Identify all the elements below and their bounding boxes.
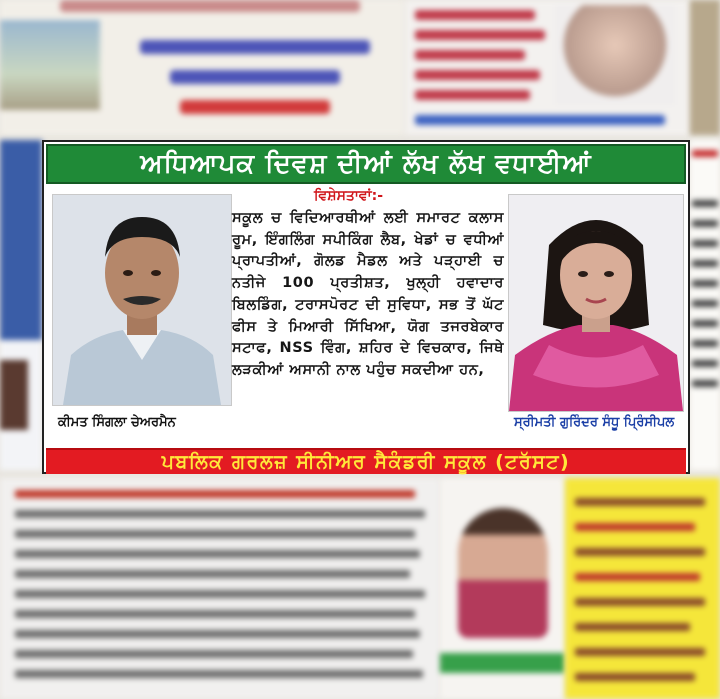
blurred-neighbor-ad-left: [0, 140, 42, 470]
blurred-neighbor-photo-top-right: [690, 0, 720, 135]
blurred-neighbor-article-right: [690, 140, 720, 470]
chairman-photo: [52, 194, 232, 406]
principal-photo: [508, 194, 684, 412]
blurred-neighbor-ad-top-middle: [405, 0, 690, 135]
features-heading: ਵਿਸ਼ੇਸਤਾਵਾਂ:-: [314, 188, 384, 204]
teachers-day-advertisement: [42, 140, 690, 474]
chairman-caption: ਕੀਮਤ ਸਿੰਗਲਾ ਚੇਅਰਮੈਨ: [58, 415, 176, 430]
features-text: ਸਕੂਲ ਚ ਵਿਦਿਆਰਥੀਆਂ ਲਈ ਸਮਾਰਟ ਕਲਾਸ ਰੂਮ, ਇੰਗਲਿੰਗ ਸਪੀਕਿੰਗ ਲੈਬ, ਖੇਡਾਂ ਚ ਵਧੀਆਂ ਪ੍ਰਾਪਤੀਆਂ, ਗੋਲਡ ਮੈਡਲ ਅਤੇ ਪੜ੍ਹਾਈ ਚ ਨਤੀਜੇ 100 ਪ੍ਰਤੀਸ਼ਤ, ਖੁਲ੍ਹੀ ਹਵਾਦਾਰ ਬਿਲਡਿੰਗ, ਟਰਾਸਪੋਰਟ ਦੀ ਸੁਵਿਧਾ, ਸਭ ਤੋਂ ਘੱਟ ਫੀਸ ਤੇ ਮਿਆਰੀ ਸਿੱਖਿਆ, ਯੋਗ ਤਜਰਬੇਕਾਰ ਸਟਾਫ, NSS ਵਿੰਗ, ਸ਼ਹਿਰ ਦੇ ਵਿਚਕਾਰ, ਜਿਥੇ ਲੜਕੀਆਂ ਅਸਾਨੀ ਨਾਲ ਪਹੁੰਚ ਸਕਦੀਆ ਹਨ,: [232, 210, 504, 378]
blurred-neighbor-article-bottom-left: [0, 478, 440, 699]
blurred-neighbor-ad-top-left: [0, 0, 405, 135]
chairman-portrait-icon: [53, 195, 231, 405]
greeting-banner: ਅਧਿਆਪਕ ਦਿਵਸ਼ ਦੀਆਂ ਲੱਖ ਲੱਖ ਵਧਾਈਆਂ: [46, 144, 686, 184]
school-name-footer: ਪਬਲਿਕ ਗਰਲਜ਼ ਸੀਨੀਅਰ ਸੈਕੰਡਰੀ ਸਕੂਲ (ਟਰੱਸਟ): [46, 448, 686, 474]
principal-caption: ਸ੍ਰੀਮਤੀ ਗੁਰਿੰਦਰ ਸੰਧੂ ਪ੍ਰਿੰਸੀਪਲ: [514, 415, 675, 430]
blurred-neighbor-photo-bottom-middle: [440, 478, 565, 699]
principal-portrait-icon: [509, 195, 683, 411]
blurred-neighbor-ad-bottom-right: [565, 478, 720, 699]
